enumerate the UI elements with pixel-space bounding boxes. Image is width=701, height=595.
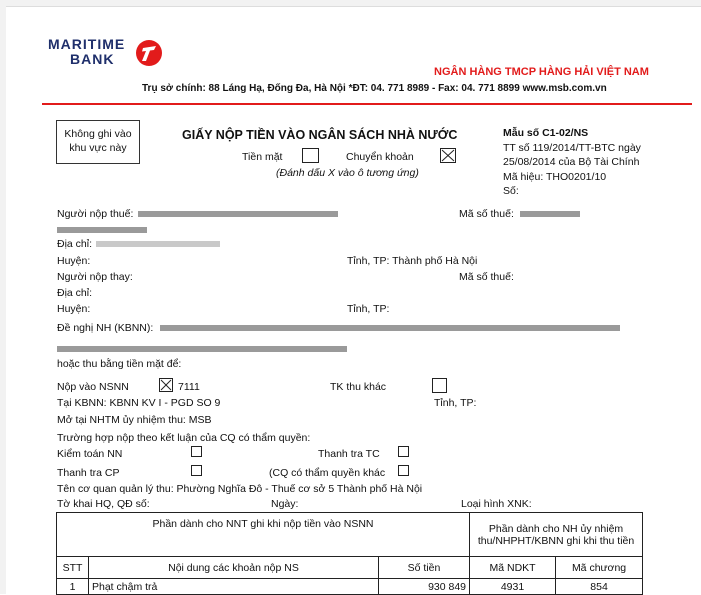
cash-label: Tiền mặt [242, 151, 283, 163]
case-label: Trường hợp nộp theo kết luận của CQ có thẩm quyền: [57, 432, 311, 444]
no-write-box [56, 120, 140, 164]
redacted-address [96, 241, 220, 247]
customs-decl-label: Tờ khai HQ, QĐ số: [57, 498, 150, 510]
form-number: Số: [503, 185, 519, 197]
other-account-checkbox[interactable] [432, 378, 447, 393]
authority-name: Tên cơ quan quản lý thu: Phường Nghĩa Đô - Thuế cơ sở 5 Thành phố Hà Nội [57, 483, 423, 495]
form-code: Mẫu số C1-02/NS [503, 127, 589, 139]
col-header-amount: Số tiền [379, 557, 470, 579]
nsnn-checkbox[interactable] [159, 378, 173, 392]
audit-checkbox[interactable] [191, 446, 202, 457]
viewer-left-frame [0, 0, 6, 594]
bank-section-header: Phần dành cho NH ủy nhiệm thu/NHPHT/KBNN ghi khi thu tiền [470, 513, 643, 557]
cell-chapter: 854 [556, 579, 643, 595]
date-label: Ngày: [271, 498, 299, 510]
inspect-cp-label: Thanh tra CP [57, 467, 120, 479]
substitute-tax-code-label: Mã số thuế: [459, 271, 514, 283]
audit-label: Kiểm toán NN [57, 448, 123, 460]
x-mark-icon [160, 379, 172, 391]
maritime-bank-logo [48, 37, 148, 71]
logo-emblem-icon [134, 38, 164, 68]
substitute-address-label: Địa chỉ: [57, 287, 93, 299]
col-header-stt: STT [57, 557, 89, 579]
hq-address: Trụ sở chính: 88 Láng Hạ, Đống Đa, Hà Nội *ĐT: 04. 771 8989 - Fax: 04. 771 8899 www.msb.com.vn [142, 83, 607, 94]
cell-ndkt: 4931 [470, 579, 556, 595]
no-write-line1: Không ghi vào [64, 128, 132, 140]
inspect-tc-checkbox[interactable] [398, 446, 409, 457]
cell-content: Phạt chậm trả [89, 579, 379, 595]
payment-table [56, 512, 643, 595]
x-mark-icon [441, 149, 455, 162]
cell-stt: 1 [57, 579, 89, 595]
other-account-label: TK thu khác [330, 381, 387, 393]
viewer-top-frame [0, 0, 701, 7]
redacted-tax-code [520, 211, 580, 217]
redacted-request-detail-cont [57, 346, 347, 352]
col-header-content: Nội dung các khoản nộp NS [89, 557, 379, 579]
logo-text-line1: MARITIME [48, 36, 126, 52]
redacted-request-detail [160, 325, 620, 331]
district-label: Huyện: [57, 255, 91, 267]
inspect-tc-label: Thanh tra TC [318, 448, 380, 460]
transfer-checkbox[interactable] [440, 148, 456, 163]
address-label: Địa chỉ: [57, 238, 93, 250]
substitute-district-label: Huyện: [57, 303, 91, 315]
circular-date: 25/08/2014 của Bộ Tài Chính [503, 156, 640, 168]
mark-hint: (Đánh dấu X vào ô tương ứng) [276, 167, 419, 179]
other-authority-label: (CQ có thẩm quyền khác [269, 467, 386, 479]
substitute-province-label: Tỉnh, TP: [347, 303, 390, 315]
payer-label: Người nộp thuế: [57, 208, 134, 220]
inspect-cp-checkbox[interactable] [191, 465, 202, 476]
nnt-section-header: Phần dành cho NNT ghi khi nộp tiền vào NSNN [57, 513, 470, 557]
no-write-line2: khu vực này [69, 142, 127, 154]
substitute-payer-label: Người nộp thay: [57, 271, 133, 283]
kbnn-label: Tại KBNN: KBNN KV I - PGD SO 9 [57, 397, 221, 409]
tax-code-label: Mã số thuế: [459, 208, 514, 220]
cash-checkbox[interactable] [302, 148, 319, 163]
other-authority-checkbox[interactable] [398, 465, 409, 476]
account-code: 7111 [178, 381, 200, 393]
pay-into-label: Nộp vào NSNN [57, 381, 129, 393]
xnk-type-label: Loại hình XNK: [461, 498, 532, 510]
form-serial-code: Mã hiệu: THO0201/10 [503, 171, 607, 183]
logo-text-line2: BANK [70, 51, 115, 67]
col-header-chapter: Mã chương [556, 557, 643, 579]
kbnn-province-label: Tỉnh, TP: [434, 397, 477, 409]
table-row [57, 579, 643, 595]
circular-ref: TT số 119/2014/TT-BTC ngày [503, 142, 641, 154]
province-label: Tỉnh, TP: Thành phố Hà Nội [347, 255, 478, 267]
cell-amount: 930 849 [379, 579, 470, 595]
transfer-label: Chuyển khoản [346, 151, 414, 163]
bank-name: NGÂN HÀNG TMCP HÀNG HẢI VIỆT NAM [434, 66, 649, 78]
header-divider [42, 103, 692, 105]
request-bank-label: Đề nghị NH (KBNN): [57, 322, 154, 334]
cash-collect-label: hoặc thu bằng tiền mặt để: [57, 358, 182, 370]
col-header-ndkt: Mã NDKT [470, 557, 556, 579]
table-header-row [57, 557, 643, 579]
redacted-payer-name-cont [57, 227, 147, 233]
redacted-payer-name [138, 211, 338, 217]
form-title: GIẤY NỘP TIỀN VÀO NGÂN SÁCH NHÀ NƯỚC [182, 128, 458, 142]
bank-opened-label: Mở tại NHTM ủy nhiệm thu: MSB [57, 414, 212, 426]
